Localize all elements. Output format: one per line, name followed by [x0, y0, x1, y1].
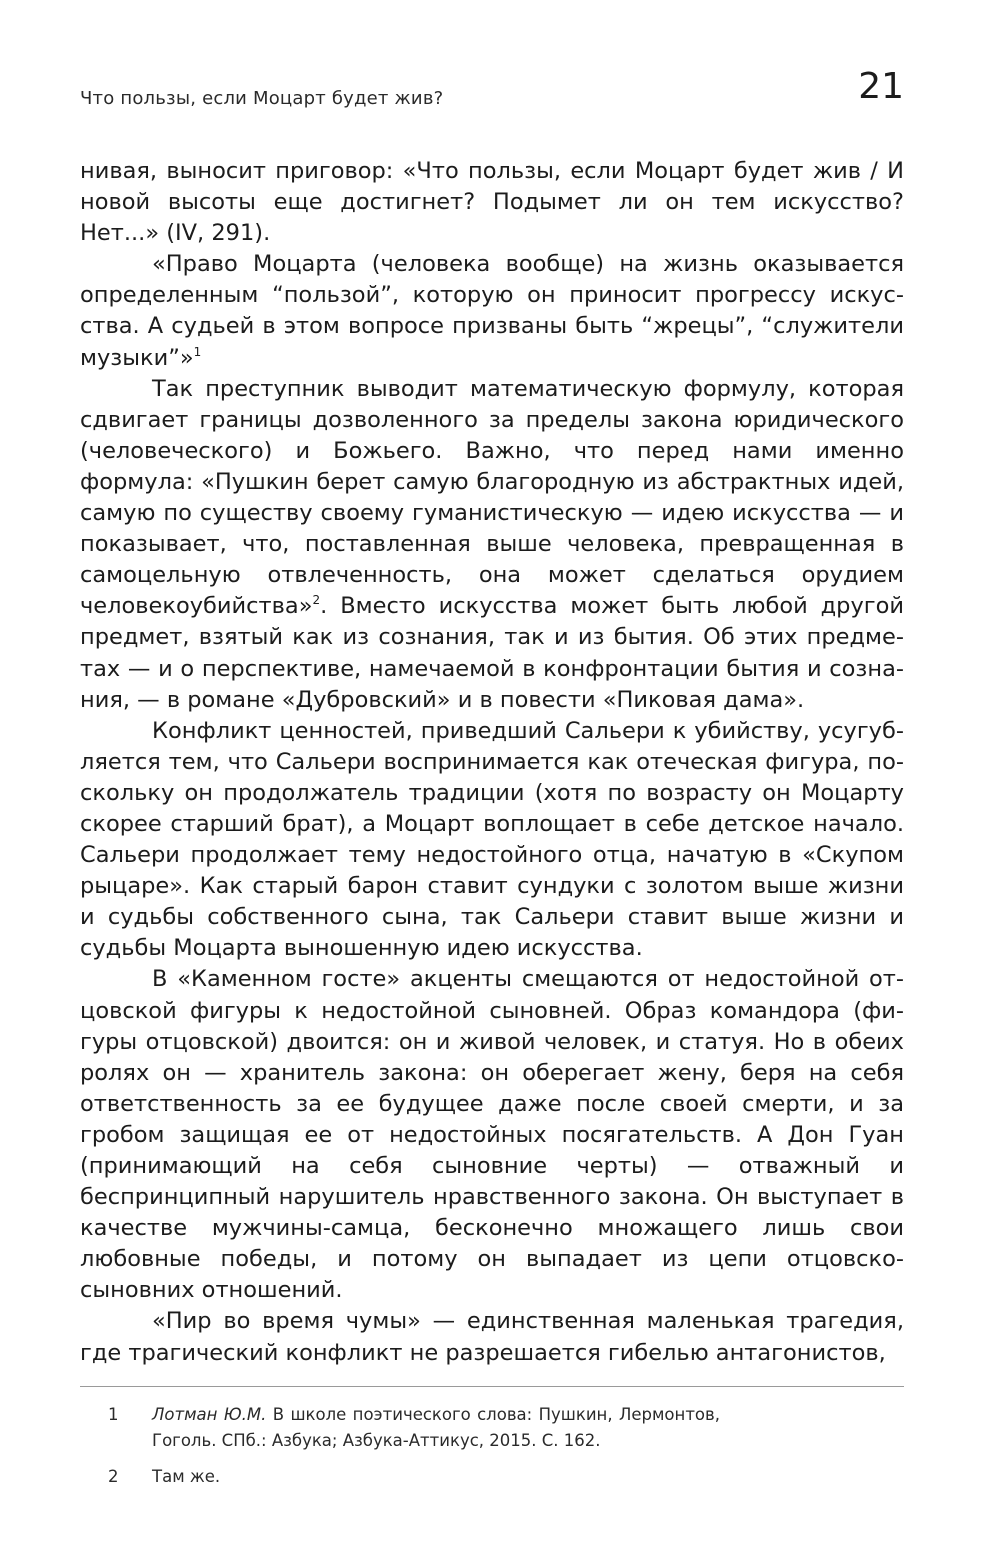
footnote-1 [80, 1402, 720, 1454]
paragraph-4: Конфликт ценностей, приведший Сальери к убийству, усугубляется тем, что Сальери воспринимается как отеческая фигура, поскольку он продолжатель традиции (хотя по возрасту он Моцарту скорее старший брат), а Моцарт воплощает в себе детское начало. Сальери продолжает тему недостойного отца, начатую в «Скупом рыцаре». Как старый барон ставит сундуки с золотом выше жизни и судьбы собственного сына, так Сальери ставит выше жизни и судьбы Моцарта выношенную идею искусства. [80, 717, 904, 962]
page-number: 21 [858, 66, 904, 107]
paragraph-1: нивая, выносит приговор: «Что пользы, если Моцарт будет жив / И новой высоты еще достигнет? Подымет ли он тем искусство? Нет...» (IV, 291). [80, 158, 904, 247]
footnote-ref-2: 2 [312, 593, 321, 608]
footnote-citation: В школе поэтического слова: Пушкин, Лермонтов, Гоголь. СПб.: Азбука; Азбука-Аттикус, 2015. С. 162. [152, 1405, 720, 1450]
paragraph-3 [80, 374, 904, 716]
paragraph-2 [80, 249, 904, 373]
main-text [80, 156, 904, 1369]
footnote-ref-1: 1 [193, 344, 202, 359]
footnote-divider [80, 1386, 904, 1387]
footnotes [80, 1402, 720, 1500]
running-title: Что пользы, если Моцарт будет жив? [80, 88, 444, 109]
paragraph-3-text-a: Так преступник выводит математическую формулу, которая сдвигает границы дозволенного за пределы закона юридического (человеческого) и Божьего. Важно, что перед нами именно формула: «Пушкин берет самую благородную из абстрактных идей, самую по существу своему гуманистическую — идею искусства — и показывает, что, поставленная выше человека, превращенная в самоцельную отвлеченность, она может сделаться орудием человекоубийства» [80, 375, 904, 620]
footnote-2 [80, 1464, 720, 1490]
paragraph-3-text-b: . Вместо искусства может быть любой другой предмет, взятый как из сознания, так и из бытия. Об этих предметах — и о перспективе, намечаемой в конфронтации бытия и сознания, — в романе «Дубровский» и в повести «Пиковая дама». [80, 593, 904, 713]
footnote-text [152, 1402, 720, 1454]
paragraph-2-text: «Право Моцарта (человека вообще) на жизнь оказывается определенным “пользой”, которую он приносит прогрессу искусства. А судьей в этом вопросе призваны быть “жрецы”, “служители музыки”» [80, 251, 904, 371]
paragraph-6: «Пир во время чумы» — единственная маленькая трагедия, где трагический конфликт не разрешается гибелью антагонистов, [80, 1308, 904, 1366]
paragraph-5: В «Каменном госте» акценты смещаются от недостойной отцовской фигуры к недостойной сыновней. Образ командора (фигуры отцовской) двоится: он и живой человек, и статуя. Но в обеих ролях он — хранитель закона: он оберегает жену, беря на себя ответственность за ее будущее даже после своей смерти, и за гробом защищая ее от недостойных посягательств. А Дон Гуан (принимающий на себя сыновние черты) — отважный и беспринципный нарушитель нравственного закона. Он выступает в качестве мужчины-самца, бесконечно множащего лишь свои любовные победы, и потому он выпадает из цепи отцовско-сыновних отношений. [80, 966, 904, 1304]
footnote-text: Там же. [152, 1467, 221, 1486]
footnote-number: 2 [108, 1467, 119, 1486]
footnote-author: Лотман Ю.М. [152, 1405, 267, 1424]
footnote-number: 1 [108, 1405, 119, 1424]
